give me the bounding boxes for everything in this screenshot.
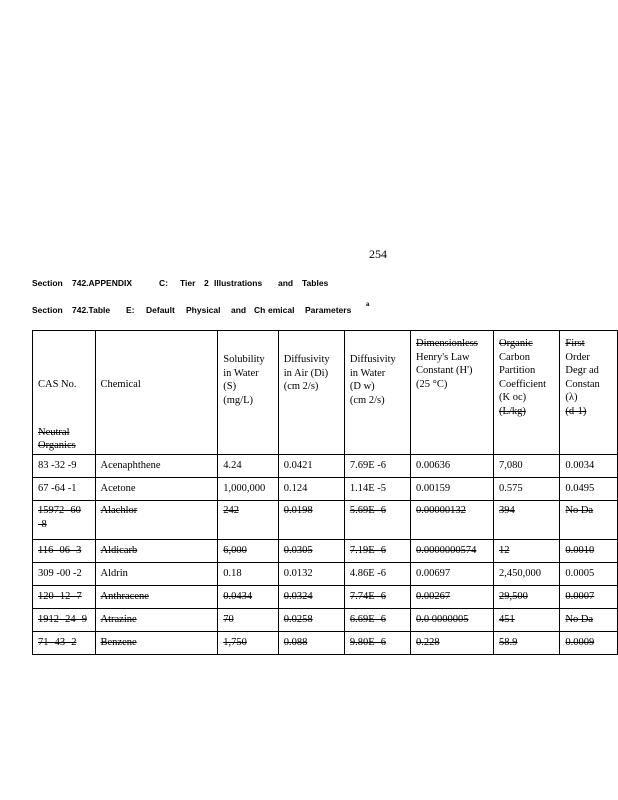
table-cell: 0.00159 xyxy=(411,478,494,501)
table-cell: 0.0305 xyxy=(278,540,344,563)
table-cell: Alachlor xyxy=(95,501,218,540)
header-line: (S) xyxy=(223,381,237,392)
table-row xyxy=(33,540,618,563)
table-cell: Atrazine xyxy=(95,609,218,632)
section-word: emical xyxy=(268,305,295,315)
header-line: in Water xyxy=(223,367,259,379)
table-cell: 0.0132 xyxy=(278,563,344,586)
table-cell: 0.0 0000005 xyxy=(411,609,494,632)
header-line: (K oc) xyxy=(499,392,527,403)
header-chemical xyxy=(95,331,218,455)
section-word: Tier xyxy=(180,278,196,288)
table-row xyxy=(33,455,618,478)
section-word: Illustrations xyxy=(214,278,263,288)
table-cell: 0.0005 xyxy=(560,563,618,586)
header-line: (D w) xyxy=(349,381,375,392)
table-cell: 1.14E -5 xyxy=(344,478,410,501)
table-cell: Benzene xyxy=(95,632,218,655)
table-row xyxy=(33,478,618,501)
table-cell: 0.0324 xyxy=(278,586,344,609)
table-cell: 7,080 xyxy=(494,455,560,478)
header-line: in Air (Di) xyxy=(283,367,329,379)
table-cell: 9.80E -6 xyxy=(344,632,410,655)
table-cell: 0.00697 xyxy=(411,563,494,586)
table-cell: 6.69E -6 xyxy=(344,609,410,632)
section-word: 742.Table xyxy=(72,305,111,315)
table-cell: 7.74E -6 xyxy=(344,586,410,609)
section-heading-appendix xyxy=(32,278,618,290)
neutral-organics-subheader: Neutral Organics xyxy=(38,426,76,451)
header-cas xyxy=(33,331,96,455)
section-word: Section xyxy=(32,305,63,315)
header-line: (λ) xyxy=(565,392,578,403)
section-word: Default xyxy=(146,305,175,315)
table-cell: 0.088 xyxy=(278,632,344,655)
header-line: Solubility xyxy=(223,354,265,365)
table-cell: Acenaphthene xyxy=(95,455,218,478)
header-line: Diffusivity xyxy=(349,354,396,365)
table-cell: No Da xyxy=(560,501,618,540)
table-cell: 120 -12 -7 xyxy=(33,586,96,609)
section-word: C: xyxy=(159,278,168,288)
table-cell: 12 xyxy=(494,540,560,563)
table-cell: 0.575 xyxy=(494,478,560,501)
table-cell: 0.0258 xyxy=(278,609,344,632)
table-cell: Aldrin xyxy=(95,563,218,586)
table-cell: 116 -06 -3 xyxy=(33,540,96,563)
table-cell: 70 xyxy=(218,609,279,632)
header-line: (L/kg) xyxy=(499,405,526,417)
table-row xyxy=(33,501,618,540)
table-cell: 0.0434 xyxy=(218,586,279,609)
table-cell: 4.24 xyxy=(218,455,279,478)
header-line: Dimensionless xyxy=(416,338,478,349)
table-cell: 0.0495 xyxy=(560,478,618,501)
section-word: and xyxy=(231,305,247,315)
table-cell: 2,450,000 xyxy=(494,563,560,586)
table-cell: 309 -00 -2 xyxy=(33,563,96,586)
table-cell: 83 -32 -9 xyxy=(33,455,96,478)
chemical-parameters-table xyxy=(32,330,618,655)
header-line: Constan xyxy=(565,378,600,390)
table-cell: 6,000 xyxy=(218,540,279,563)
table-cell: 29,500 xyxy=(494,586,560,609)
table-cell: Acetone xyxy=(95,478,218,501)
header-diffusivity-air xyxy=(278,331,344,455)
table-cell: 4.86E -6 xyxy=(344,563,410,586)
table-row xyxy=(33,609,618,632)
table-cell: 0.0009 xyxy=(560,632,618,655)
header-line: Carbon xyxy=(499,351,530,363)
table-cell: 0.00000132 xyxy=(411,501,494,540)
table-cell: 0.0198 xyxy=(278,501,344,540)
header-diffusivity-water xyxy=(344,331,410,455)
section-word: Tables xyxy=(302,278,329,288)
header-line: Degr ad xyxy=(565,365,599,376)
header-line: in Water xyxy=(349,367,386,379)
section-word: Parameters xyxy=(305,305,352,315)
header-henrys-law xyxy=(411,331,494,455)
table-cell: No Da xyxy=(560,609,618,632)
table-cell: Anthracene xyxy=(95,586,218,609)
header-first-order xyxy=(560,331,618,455)
section-word: 2 xyxy=(204,278,209,288)
header-solubility xyxy=(218,331,279,455)
header-line: First xyxy=(565,338,585,349)
table-cell: 0.0007 xyxy=(560,586,618,609)
table-cell: 0.0010 xyxy=(560,540,618,563)
table-cell: 1912 -24 -9 xyxy=(33,609,96,632)
header-line: CAS No. xyxy=(38,379,77,390)
header-line: Henry's Law xyxy=(416,351,470,363)
header-line: Organic xyxy=(499,338,533,349)
header-line: (cm 2/s) xyxy=(349,394,385,406)
table-cell: 7.69E -6 xyxy=(344,455,410,478)
section-word: Section xyxy=(32,278,63,288)
header-line: (mg/L) xyxy=(223,394,253,406)
table-cell: 451 xyxy=(494,609,560,632)
table-cell: 5.69E -6 xyxy=(344,501,410,540)
table-cell: 1,750 xyxy=(218,632,279,655)
table-cell: 0.0000000574 xyxy=(411,540,494,563)
header-line: Constant (H') xyxy=(416,365,473,376)
header-line: (d-1) xyxy=(565,405,587,417)
page-number: 254 xyxy=(369,247,387,261)
section-word: 742.APPENDIX xyxy=(72,278,132,288)
table-row xyxy=(33,586,618,609)
footnote-marker: a xyxy=(366,302,370,308)
header-line: (cm 2/s) xyxy=(283,381,319,392)
section-word: Ch xyxy=(254,305,266,315)
table-cell: 1,000,000 xyxy=(218,478,279,501)
section-heading-table xyxy=(32,302,618,317)
table-row xyxy=(33,563,618,586)
table-cell: 58.9 xyxy=(494,632,560,655)
table-cell: 0.124 xyxy=(278,478,344,501)
table-cell: 67 -64 -1 xyxy=(33,478,96,501)
table-cell: Aldicarb xyxy=(95,540,218,563)
header-line: Partition xyxy=(499,365,536,376)
header-line: (25 °C) xyxy=(416,378,448,390)
section-word: Physical xyxy=(186,305,221,315)
table-cell: 71 -43 -2 xyxy=(33,632,96,655)
header-line: Diffusivity xyxy=(283,354,330,365)
table-header-row xyxy=(33,331,618,455)
header-line: Chemical xyxy=(100,379,141,390)
table-cell: 0.0034 xyxy=(560,455,618,478)
header-organic-carbon xyxy=(494,331,560,455)
header-line: Order xyxy=(565,351,590,363)
table-cell: 0.00636 xyxy=(411,455,494,478)
table-cell: 0.228 xyxy=(411,632,494,655)
table-row xyxy=(33,632,618,655)
table-cell: 15972 -60 -8 xyxy=(33,501,96,540)
table-cell: 7.19E -6 xyxy=(344,540,410,563)
table-cell: 0.18 xyxy=(218,563,279,586)
table-body xyxy=(33,455,618,655)
section-word: and xyxy=(278,278,294,288)
header-line: Coefficient xyxy=(499,378,547,390)
table-cell: 242 xyxy=(218,501,279,540)
section-word: E: xyxy=(126,305,135,315)
table-cell: 0.0421 xyxy=(278,455,344,478)
table-cell: 0.00267 xyxy=(411,586,494,609)
table-cell: 394 xyxy=(494,501,560,540)
